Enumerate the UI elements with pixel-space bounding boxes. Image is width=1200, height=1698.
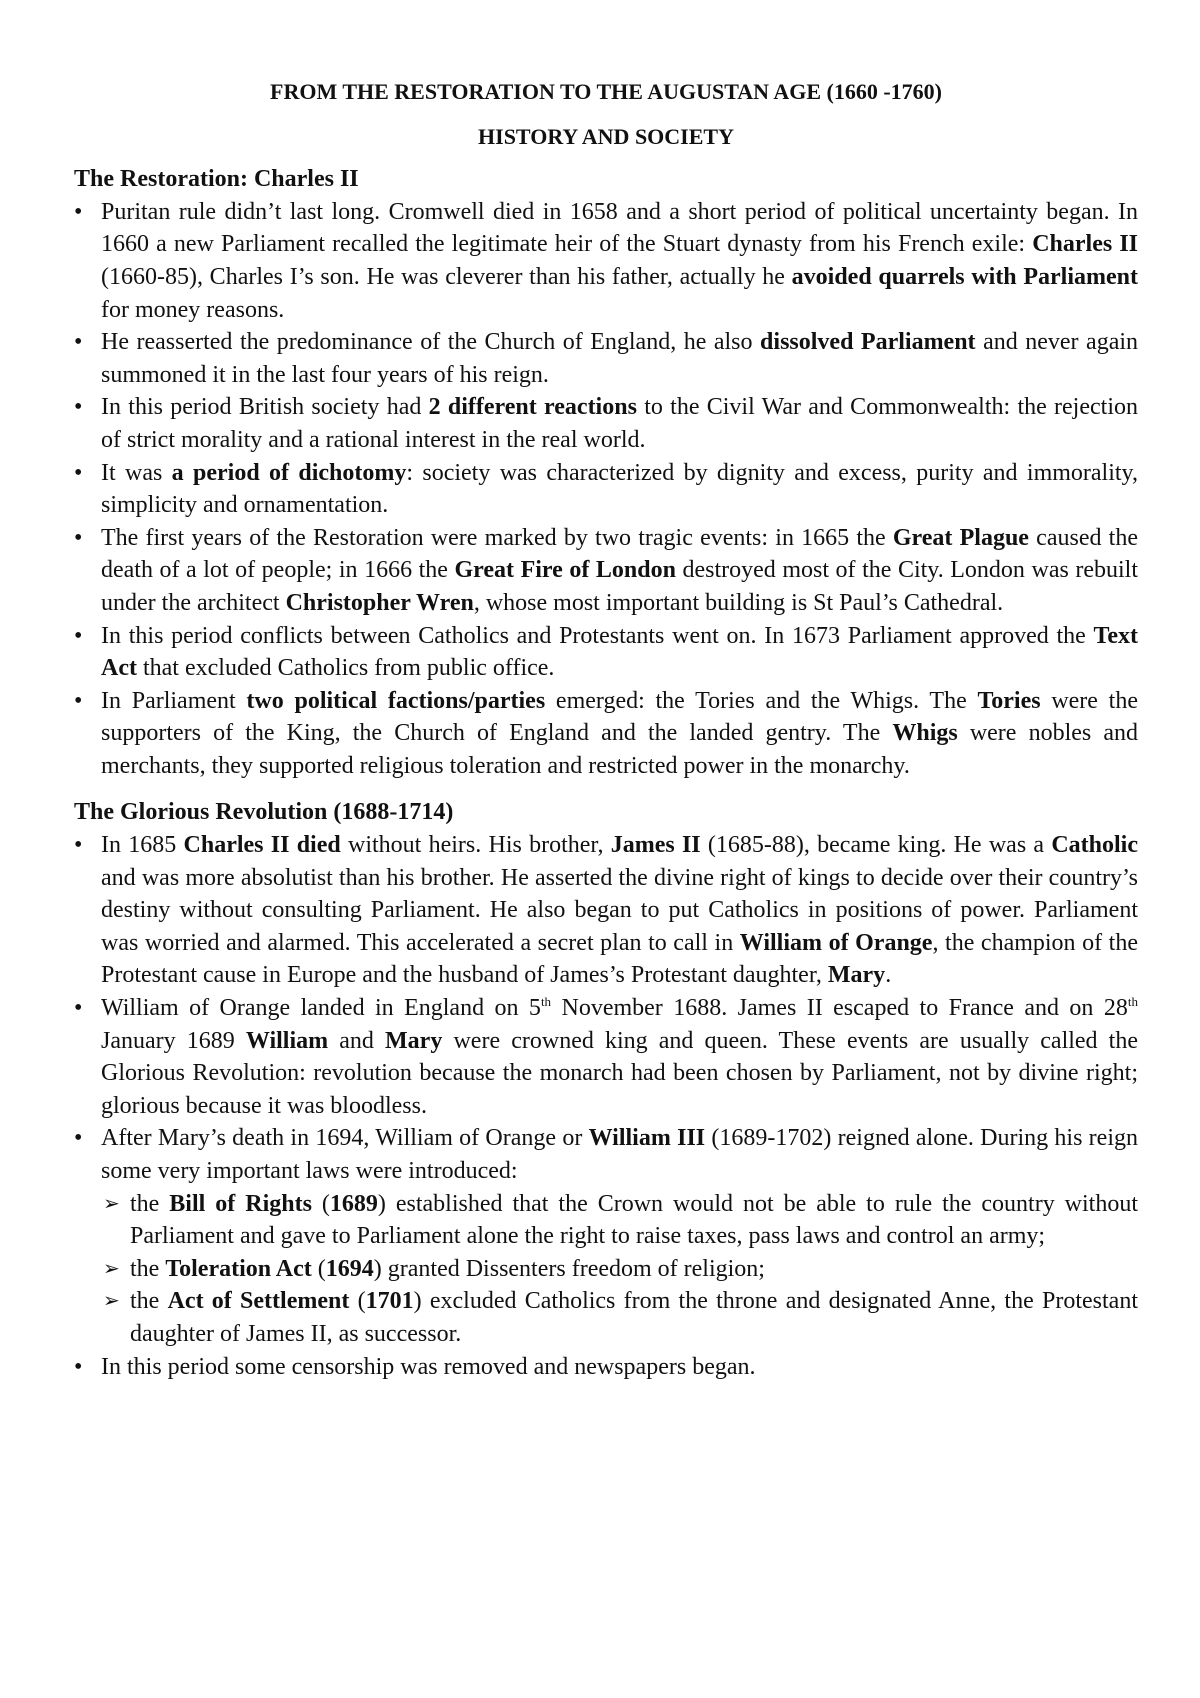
sub-list-item — [74, 1188, 1138, 1253]
text-run: William of Orange landed in England on 5 — [101, 995, 541, 1022]
bullet-item — [74, 196, 1138, 326]
bullet-item — [74, 685, 1138, 783]
text-run: (1685-88), became king. He was a — [700, 832, 1052, 859]
section-heading-glorious-revolution: The Glorious Revolution (1688-1714) — [74, 799, 454, 826]
bold-run: Great Plague — [892, 524, 1029, 551]
sub-list-item — [74, 1253, 1138, 1286]
text-run: In this period conflicts between Catholics and Protestants went on. In 1673 Parliament approved the — [101, 622, 1094, 649]
document-page — [74, 70, 1138, 1383]
bold-run: Great Fire of London — [454, 557, 676, 584]
ordinal-superscript: th — [1127, 994, 1138, 1010]
text-run: destroyed most of the City. London was rebuilt under the architect — [101, 557, 1139, 616]
text-run: ) granted Dissenters freedom of religion; — [373, 1255, 765, 1282]
text-run: and — [328, 1027, 386, 1054]
page-title: FROM THE RESTORATION TO THE AUGUSTAN AGE (1660 -1760) — [270, 79, 942, 104]
text-run: without heirs. His brother, — [340, 832, 611, 859]
bullet-item — [74, 391, 1138, 456]
text-run: : society was characterized by dignity and excess, purity and immorality, simplicity and ornamentation. — [101, 459, 1138, 519]
ordinal-superscript: th — [540, 994, 552, 1010]
glorious-revolution-bullet-list — [74, 829, 1138, 1383]
text-run: (1660-85), Charles I’s son. He was cleverer than his father, actually he — [101, 263, 792, 290]
text-run: to the Civil War and Commonwealth: the rejection of strict morality and a rational interest in the real world. — [101, 394, 1138, 453]
bullet-item — [74, 522, 1138, 620]
bold-run: Whigs — [892, 720, 958, 747]
text-run: ( — [311, 1255, 326, 1282]
text-run: ( — [349, 1288, 366, 1315]
bold-run: Catholic — [1051, 832, 1139, 859]
text-run: Puritan rule didn’t last long. Cromwell died in 1658 and a short period of political uncertainty began. In 1660 a new Parliament recalled the legitimate heir of the Stuart dynasty from his French exile: — [101, 198, 1138, 258]
text-run: for money reasons. — [101, 296, 285, 323]
bullet-item — [74, 1122, 1138, 1350]
text-run: ) established that the Crown would not be able to rule the country without Parliament and gave to Parliament alone the right to raise taxes, pass laws and control an army; — [130, 1190, 1138, 1250]
bold-run: Toleration Act — [165, 1255, 312, 1282]
text-run: emerged: the Tories and the Whigs. The — [545, 687, 978, 714]
bold-run: Mary — [827, 962, 886, 989]
text-run: that excluded Catholics from public office. — [136, 655, 555, 682]
text-run: were nobles and merchants, they supported religious toleration and restricted power in the monarchy. — [101, 720, 1138, 779]
text-run: The first years of the Restoration were marked by two tragic events: in 1665 the — [101, 524, 893, 551]
text-run: (1689-1702) reigned alone. During his reign some very important laws were introduced: — [101, 1125, 1138, 1184]
bold-run: Bill of Rights — [169, 1190, 312, 1217]
restoration-bullet-list — [74, 196, 1138, 783]
text-run: He reasserted the predominance of the Church of England, he also — [101, 329, 761, 356]
bullet-item — [74, 992, 1138, 1122]
bullet-item — [74, 1351, 1138, 1384]
bold-run: William III — [588, 1125, 706, 1152]
text-run: and was more absolutist than his brother. He asserted the divine right of kings to decide over their country’s destiny without consulting Parliament. He also began to put Catholics in positions of power. Parliament was worried and alarmed. This accelerated a secret plan to call in — [101, 864, 1138, 956]
text-run: ( — [311, 1190, 330, 1217]
bold-run: Act of Settlement — [167, 1288, 350, 1315]
bold-run: a period of dichotomy — [171, 459, 407, 486]
bold-run: William of Orange — [739, 929, 933, 956]
text-run: In Parliament — [101, 687, 247, 714]
text-run: , the champion of the Protestant cause in Europe and the husband of James’s Protestant daughter, — [101, 929, 1139, 989]
text-run: In this period some censorship was removed and newspapers began. — [101, 1353, 756, 1380]
bold-run: two political factions/parties — [246, 687, 546, 714]
bold-run: Christopher Wren — [285, 589, 474, 616]
text-run: It was — [101, 459, 172, 486]
bold-run: Tories — [977, 687, 1041, 714]
bullet-item — [74, 829, 1138, 992]
text-run: were crowned king and queen. These events are usually called the Glorious Revolution: revolution because the monarch had been chosen by Parliament, not by divine right; glorious because it was bloodless. — [101, 1027, 1139, 1119]
arrow-bullet-icon: ➢ — [103, 1257, 120, 1280]
bold-run: 1694 — [325, 1255, 374, 1282]
bold-run: avoided quarrels with Parliament — [791, 263, 1138, 290]
text-run: After Mary’s death in 1694, William of Orange or — [101, 1125, 589, 1152]
text-run: January 1689 — [101, 1027, 246, 1054]
bullet-item — [74, 457, 1138, 522]
bold-run: 1701 — [365, 1288, 414, 1315]
arrow-bullet-icon: ➢ — [103, 1192, 120, 1215]
bullet-item — [74, 620, 1138, 685]
text-run: the — [130, 1255, 166, 1282]
bold-run: 1689 — [329, 1190, 378, 1217]
bold-run: James II — [610, 832, 701, 859]
bold-run: 2 different reactions — [428, 394, 637, 421]
bold-run: Text Act — [101, 622, 1138, 682]
bold-run: William — [245, 1027, 329, 1054]
text-run: November 1688. James II escaped to France and on 28 — [551, 995, 1128, 1022]
text-run: were the supporters of the King, the Church of England and the landed gentry. The — [101, 687, 1138, 747]
text-run: In this period British society had — [101, 394, 429, 421]
laws-sub-list — [101, 1188, 1138, 1351]
text-run: caused the death of a lot of people; in 1666 the — [101, 524, 1139, 584]
bold-run: Charles II died — [183, 832, 341, 859]
text-run: , whose most important building is St Paul’s Cathedral. — [473, 589, 1004, 616]
bold-run: dissolved Parliament — [760, 329, 976, 356]
sub-list-item — [74, 1285, 1138, 1350]
arrow-bullet-icon: ➢ — [103, 1290, 120, 1313]
text-run: . — [885, 962, 892, 989]
page-subtitle: HISTORY AND SOCIETY — [478, 123, 734, 149]
text-run: and never again summoned it in the last four years of his reign. — [101, 329, 1139, 388]
bold-run: Mary — [385, 1027, 443, 1054]
text-run: ) excluded Catholics from the throne and designated Anne, the Protestant daughter of James II, as successor. — [130, 1288, 1138, 1347]
bullet-item — [74, 326, 1138, 391]
section-heading-restoration: The Restoration: Charles II — [74, 166, 359, 193]
text-run: In 1685 — [101, 832, 184, 859]
text-run: the — [130, 1288, 168, 1315]
bold-run: Charles II — [1032, 231, 1138, 258]
text-run: the — [130, 1190, 170, 1217]
